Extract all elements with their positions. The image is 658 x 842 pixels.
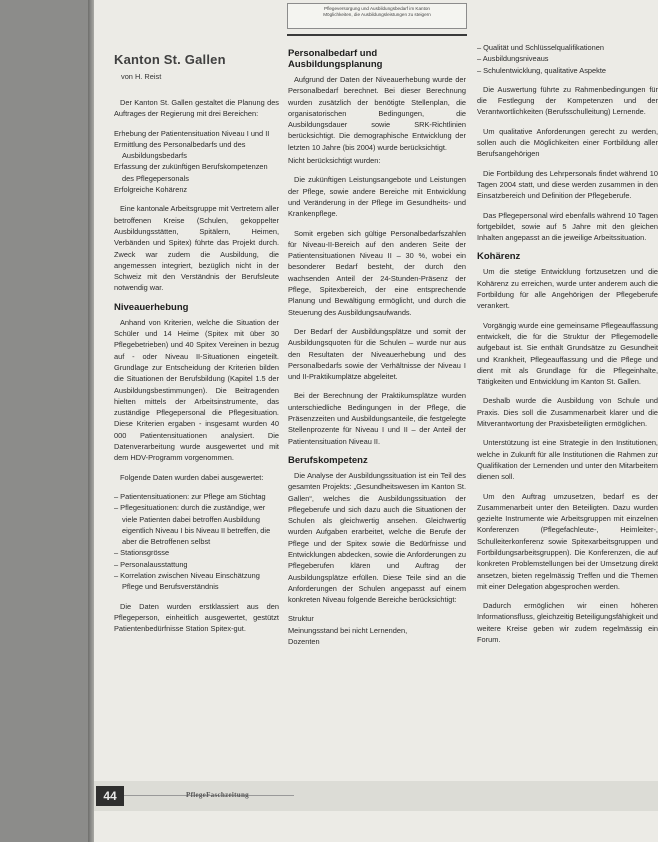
section-heading: Berufskompetenz: [288, 454, 368, 466]
column-1: [114, 97, 279, 642]
header-line: Pflegeversorgung und Ausbildungsbedarf im Kanton: [324, 6, 430, 11]
footer-bar: [94, 781, 658, 811]
paragraph: Somit ergeben sich gültige Personalbedarfszahlen für Niveau-II-Bereich auf den anderen Seite der Patientensituationen Niveau II – 30 %, wobei ein besonderer Bedarf besteht, der durch den wachsenden Anteil der 24-Stunden-Präsenz der Pflege, Spitexbereich, der eine entsprechende Planung und Bewältigung ermöglicht, und durch die Steuerung des Ausbildungsaufwands.: [288, 228, 466, 317]
column-3: [477, 42, 658, 653]
tail-list: [288, 613, 466, 647]
list-item: Ermittlung des Personalbedarfs und des Ausbildungsbedarfs: [114, 139, 246, 161]
list-item: Erhebung der Patientensituation Niveau I und II: [114, 128, 270, 138]
paragraph: Die Analyse der Ausbildungssituation ist ein Teil des gesamten Projekts: „Gesundheitswesen im Kanton St. Gallen“, welches die Ausbildungssituation der Pflegeberufe und sich dazu auch die Situationen der Schulen als gleichwertig ansehen. Gleichwertig wurden Aufgaben erarbeitet, welche die Berufe der Pflege und der Spitex sowie die Bedürfnisse und Entwicklungen abdecken, sowie die Anforderungen zu Pflegeberufen klären und Auftrag der Ausbildungsplätze erfüllen. Diese Teile sind an die Anforderungen der Schulen angepasst auf einem konkreten Niveau folgende Bereiche berücksichtigt:: [288, 470, 466, 605]
paragraph: Anhand von Kriterien, welche die Situation der Schüler und 14 Heime (Spitex mit über 30 Pflegebetrieben) und 40 Spitex Vereinen in bezug auf - oder Niveau II-Situationen eingeteilt. Grundlage zur Entscheidung der Kriterien bilden die Situationen der Berufsbildung (Kapitel 1.5 der Ausbildungsbestimmungen). Die Beitragenden hielten mittels der Arbeitsinstrumente, das zuständige Pflegepersonal die Pflegesituation. Diese Kriterien ergaben - insgesamt wurden 40 000 Patientensituationen analysiert. Die Datenverarbeitung wurde ausgewertet und mit dem HDV-Programm vorgenommen.: [114, 317, 279, 463]
journal-name: PflegeFaschzeitung: [186, 791, 249, 799]
paragraph: Deshalb wurde die Ausbildung von Schule und Praxis. Dies soll die Zusammenarbeit klarer und die Mitverantwortung der Praxisbeteiligten ermöglichen.: [477, 396, 658, 429]
list-item: – Stationsgrösse: [114, 548, 170, 558]
paragraph: Dadurch ermöglichen wir einen höheren Informationsfluss, gleichzeitig Beteiligungsfähigkeit und weitere Kreise geben wir zudem regelmässig ein Forum.: [477, 601, 658, 645]
paragraph: Die Fortbildung des Lehrpersonals findet während 10 Tagen 2004 statt, und diese werden zusammen in den Einsatzbereich und Definition der Pflegeberufe.: [477, 168, 658, 201]
section-heading: Personalbedarf und Ausbildungsplanung: [288, 48, 383, 70]
list-item: – Ausbildungsniveaus: [477, 54, 549, 64]
paragraph: Der Kanton St. Gallen gestaltet die Planung des Auftrages der Regierung mit drei Bereichen:: [114, 98, 279, 119]
list-item: Meinungsstand bei nicht Lernenden,: [288, 625, 408, 635]
list-item: – Patientensituationen: zur Pflege am Stichtag: [114, 491, 266, 501]
paragraph: Die Auswertung führte zu Rahmenbedingungen für die Festlegung der Kompetenzen und der Verantwortlichkeiten (Berufsschulleitung) Lernende.: [477, 84, 658, 117]
paragraph: Um den Auftrag umzusetzen, bedarf es der Zusammenarbeit unter den Beteiligten. Dazu wurden gezielte Instrumente wie Arbeitsgruppen mit einzelnen Konferenzen (Pflegefachleute-, Heimleiter-, Schulleiterkonferenz sowie Spitexarbeitsgruppen und Fortbildungsarbeitsgruppen). Die Konferenzen, die auf konkreten Problemstellungen bei der Umsetzung direkt ansetzen, bieten regelmässig Treffen und die Themen mit einer Delegation abgesprochen werden.: [477, 491, 658, 591]
list-item: – Schulentwicklung, qualitative Aspekte: [477, 65, 607, 75]
header-line: Möglichkeiten, die Ausbildungsleistungen zu steigern: [323, 12, 431, 18]
paragraph: Die Daten wurden erstklassiert aus den Pflegeperson, einheitlich ausgewertet, gestützt Patientenbedürfnisse Station Spitex-gut.: [114, 601, 279, 634]
goals-list: [114, 128, 279, 196]
paragraph: Bei der Berechnung der Praktikumsplätze wurden unterschiedliche Bedingungen in der Pflege, die Präsenzzeiten und Ausbildungsanteile, die festgelegte Stellenprozente für Niveau I und II – der Anteil der Patientensituation Niveau II.: [288, 391, 466, 446]
top-list: [477, 42, 658, 76]
article-author: von H. Reist: [121, 72, 162, 81]
article-title: Kanton St. Gallen: [114, 52, 226, 67]
paragraph: Eine kantonale Arbeitsgruppe mit Vertretern aller betroffenen Kreise (Schulen, gekoppelter Ausbildungsstätten, Spitälern, Heimen, Verbänden und Spitex) führte das Projekt durch. Zweck war zudem die Ausbildung, die angemessen integriert, bezüglich nicht in der Schweiz mit den Verständnis der Berufsleute notwendig war.: [114, 204, 279, 293]
list-item: Struktur: [288, 614, 314, 624]
list-item: – Qualität und Schlüsselqualifikationen: [477, 43, 604, 52]
paragraph: Um die stetige Entwicklung fortzusetzen und die Kohärenz zu erreichen, wurde unter anderem auch die Fortbildung für alle Angehörigen der Pflegeberufe verankert.: [477, 267, 658, 311]
header-box: [287, 3, 467, 29]
page-number: 44: [96, 786, 124, 806]
section-heading: Kohärenz: [477, 251, 521, 263]
paragraph: Der Bedarf der Ausbildungsplätze und somit der Ausbildungsquoten für die Schulen – wurde nur aus den Resultaten der Niveauerhebung und des Personalbedarfs sowie der Verhältnisse der Niveau I und II-Praktikumplätze abgeleitet.: [288, 326, 466, 382]
list-item: Erfolgreiche Kohärenz: [114, 185, 188, 195]
list-item: – Korrelation zwischen Niveau Einschätzung Pflege und Berufsverständnis: [114, 570, 260, 592]
list-item: – Pflegesituationen: durch die zuständige, wer viele Patienten dabei betroffen Ausbildung eigentlich Niveau I bis Niveau II betreffen, die aber die Betroffenen selbst: [114, 503, 271, 547]
paragraph: Um qualitative Anforderungen gerecht zu werden, sollen auch die Möglichkeiten einer Fortbildung aller Berufsangehörigen: [477, 126, 658, 159]
paragraph: Aufgrund der Daten der Niveauerhebung wurde der Personalbedarf berechnet. Bei dieser Berechnung wurden zusätzlich der benötigte Stellenplan, die organisatorischen Bedingungen, die Ausbildungsdauer sowie SRK-Richtlinien berücksichtigt. Die demographische Entwicklung der letzten 10 Jahre (bis 2004) wurde berücksichtigt.: [288, 75, 466, 152]
paragraph: Nicht berücksichtigt wurden:: [288, 156, 381, 166]
list-item: Dozenten: [288, 637, 320, 647]
paragraph: Vorgängig wurde eine gemeinsame Pflegeauffassung entwickelt, die für die Struktur der Pflegemodelle aufgebaut ist. Sie enthält Grundsätze zu Gesundheit und Krankheit, Pflegeauffassung und die Pflege und dient mit als Grundlage für die Pflegeinhalte, Tätigkeiten und Entwicklung im Kanton St. Gallen.: [477, 320, 658, 387]
paragraph: Die zukünftigen Leistungsangebote und Leistungen der Pflege, sowie andere Bereiche mit Entwicklung und Veränderung in der Pflege im Gesundheits- und Krankenpflege.: [288, 175, 466, 219]
section-heading: Niveauerhebung: [114, 301, 189, 313]
paragraph: Unterstützung ist eine Strategie in den Institutionen, welche in Zukunft für alle Institutionen die Rahmen zur Qualifikation der Lernenden und unter den Mitarbeitern dienen soll.: [477, 438, 658, 482]
data-list: [114, 491, 279, 593]
list-item: – Personalausstattung: [114, 559, 188, 569]
header-rule: [287, 34, 467, 36]
paragraph: Folgende Daten wurden dabei ausgewertet:: [120, 472, 264, 482]
paragraph: Das Pflegepersonal wird ebenfalls während 10 Tagen fortgebildet, sowie auf 5 Jahre mit den gleichen Inhalten angepasst an die jeweilige Arbeitssituation.: [477, 210, 658, 243]
column-2: [288, 42, 466, 655]
list-item: Erfassung der zukünftigen Berufskompetenzen des Pflegepersonals: [114, 162, 268, 183]
